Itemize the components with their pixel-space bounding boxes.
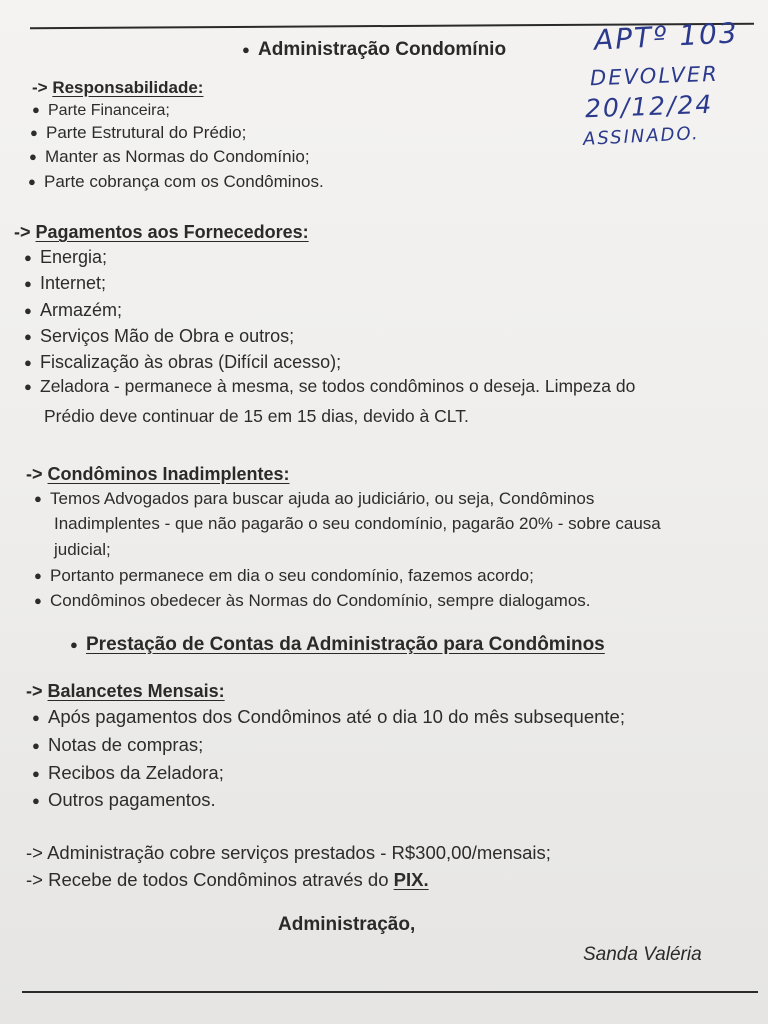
list-item: ● Portanto permanece em dia o seu condomínio, fazemos acordo; [34, 566, 534, 585]
list-item-continuation: Prédio deve continuar de 15 em 15 dias, devido à CLT. [44, 406, 469, 426]
section-heading-responsabilidade: -> Responsabilidade: [32, 78, 204, 97]
list-item: ● Parte Estrutural do Prédio; [30, 123, 247, 142]
list-item: ● Zeladora - permanece à mesma, se todos condôminos o deseja. Limpeza do [24, 376, 636, 396]
section-heading-inadimplentes: -> Condôminos Inadimplentes: [26, 464, 290, 484]
bullet-icon: ● [34, 491, 42, 506]
list-item: ● Manter as Normas do Condomínio; [29, 147, 310, 166]
bullet-icon: ● [32, 738, 40, 753]
list-item: ● Após pagamentos dos Condôminos até o dia 10 do mês subsequente; [32, 706, 625, 727]
list-item: ● Condôminos obedecer às Normas do Condomínio, sempre dialogamos. [34, 591, 591, 610]
bottom-divider [22, 991, 758, 993]
bullet-icon: ● [24, 379, 32, 394]
list-item: ● Armazém; [24, 300, 123, 320]
bullet-icon: ● [28, 174, 36, 189]
bullet-icon: ● [29, 149, 37, 164]
list-item: ● Parte cobrança com os Condôminos. [28, 172, 324, 191]
section-heading-balancetes: -> Balancetes Mensais: [26, 681, 225, 701]
list-item: ● Parte Financeira; [32, 102, 170, 119]
signature-name: Sanda Valéria [583, 944, 702, 965]
bullet-icon: ● [24, 329, 32, 344]
bullet-icon: ● [32, 766, 40, 781]
handwritten-signed: ASSINADO. [582, 122, 701, 151]
list-item: ● Serviços Mão de Obra e outros; [24, 326, 295, 346]
document-title: ● Administração Condomínio [242, 39, 507, 60]
bullet-icon: ● [24, 276, 32, 291]
list-item: ● Recibos da Zeladora; [32, 762, 224, 783]
handwritten-apartment: APTº 103 [593, 16, 740, 57]
list-item: ● Fiscalização às obras (Difícil acesso); [24, 352, 342, 372]
section-heading-fornecedores: -> Pagamentos aos Fornecedores: [14, 222, 309, 242]
bullet-icon: ● [70, 637, 78, 652]
handwritten-return: DEVOLVER [589, 61, 720, 91]
bullet-icon: ● [24, 355, 32, 370]
bullet-icon: ● [24, 303, 32, 318]
bullet-icon: ● [32, 793, 40, 808]
bullet-icon: ● [32, 710, 40, 725]
list-item: ● Temos Advogados para buscar ajuda ao judiciário, ou seja, Condôminos [34, 489, 595, 508]
bullet-icon: ● [242, 42, 250, 57]
list-item: ● Outros pagamentos. [32, 789, 216, 810]
list-item-continuation: Inadimplentes - que não pagarão o seu condomínio, pagarão 20% - sobre causa [54, 514, 661, 533]
bullet-icon: ● [34, 568, 42, 583]
list-item-continuation: judicial; [54, 540, 111, 559]
closing-title: Administração, [278, 914, 416, 935]
bullet-icon: ● [32, 102, 40, 117]
list-item: ● Internet; [24, 273, 107, 293]
fee-line: -> Administração cobre serviços prestados - R$300,00/mensais; [26, 842, 551, 863]
bullet-icon: ● [24, 250, 32, 265]
bullet-icon: ● [34, 593, 42, 608]
handwritten-date: 20/12/24 [584, 89, 714, 124]
bullet-icon: ● [30, 125, 38, 140]
pix-label: PIX. [393, 869, 429, 890]
payment-method-line: -> Recebe de todos Condôminos através do PIX. [26, 869, 429, 890]
section-heading-prestacao: ● Prestação de Contas da Administração para Condôminos [70, 634, 605, 655]
list-item: ● Energia; [24, 247, 108, 267]
list-item: ● Notas de compras; [32, 734, 204, 755]
